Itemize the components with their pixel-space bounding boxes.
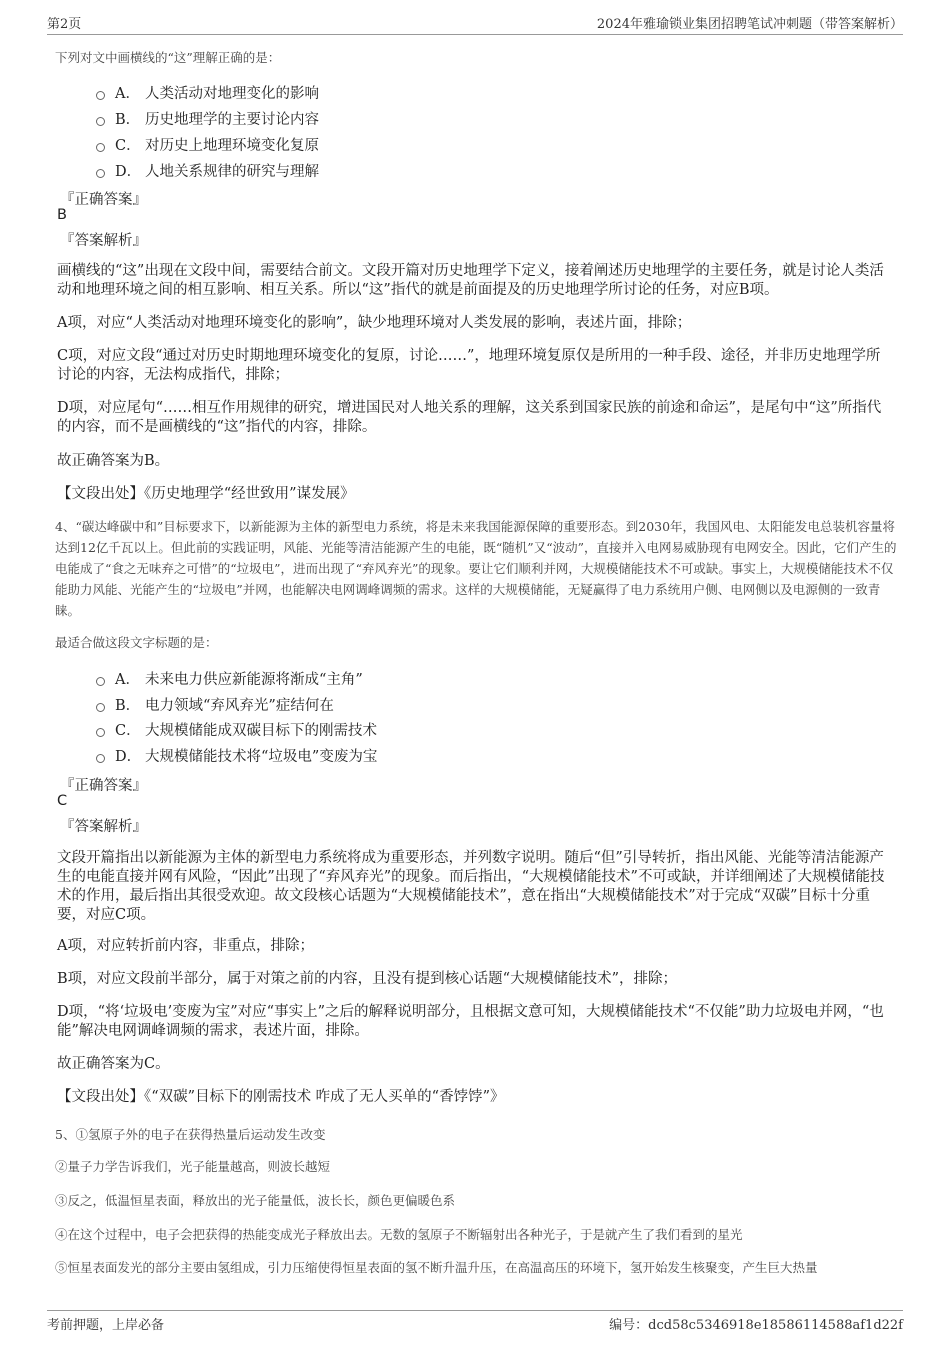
option-b[interactable] bbox=[96, 108, 319, 129]
option-letter: D． bbox=[115, 164, 142, 180]
option-c[interactable] bbox=[96, 134, 319, 155]
analysis-paragraph: D项，“将‘垃圾电’变废为宝”对应“事实上”之后的解释说明部分，且根据文意可知，大规模储能技术“不仅能”助力垃圾电并网，“也能”解决电网调峰调频的需求，表述片面，排除。 bbox=[57, 1004, 884, 1039]
option-letter: D． bbox=[115, 749, 142, 765]
analysis-label: 『答案解析』 bbox=[60, 819, 147, 835]
analysis-conclusion: 故正确答案为B。 bbox=[57, 453, 170, 469]
source-citation: 【文段出处】《“双碳”目标下的刚需技术 咋成了无人买单的“香饽饽”》 bbox=[57, 1089, 505, 1105]
option-text: 历史地理学的主要讨论内容 bbox=[145, 112, 319, 128]
option-c[interactable] bbox=[96, 719, 377, 740]
sentence-line: ②量子力学告诉我们，光子能量越高，则波长越短 bbox=[55, 1159, 331, 1174]
option-letter: A． bbox=[115, 86, 140, 102]
option-text: 大规模储能技术将“垃圾电”变废为宝 bbox=[145, 749, 378, 765]
option-d[interactable] bbox=[96, 160, 319, 181]
option-letter: A． bbox=[115, 672, 140, 688]
question-stem: 下列对文中画横线的“这”理解正确的是： bbox=[55, 50, 281, 65]
radio-icon[interactable] bbox=[96, 754, 105, 763]
option-a[interactable] bbox=[96, 668, 363, 689]
analysis-paragraph: C项，对应文段“通过对历史时期地理环境变化的复原，讨论……”，地理环境复原仅是所用的一种手段、途径，并非历史地理学所讨论的内容，无法构成指代，排除； bbox=[57, 348, 881, 383]
option-letter: B． bbox=[115, 112, 141, 128]
option-text: 大规模储能成双碳目标下的刚需技术 bbox=[145, 723, 377, 739]
document-id: 编号：dcd58c5346918e18586114588af1d22f bbox=[609, 1318, 903, 1333]
answer-label: 『正确答案』 bbox=[60, 192, 147, 208]
answer-value: C bbox=[57, 793, 68, 809]
option-text: 人地关系规律的研究与理解 bbox=[145, 164, 319, 180]
analysis-paragraph: D项，对应尾句“……相互作用规律的研究，增进国民对人地关系的理解，这关系到国家民族的前途和命运”，是尾句中“这”所指代的内容，而不是画横线的“这”指代的内容，排除。 bbox=[57, 400, 882, 435]
radio-icon[interactable] bbox=[96, 169, 105, 178]
radio-icon[interactable] bbox=[96, 143, 105, 152]
radio-icon[interactable] bbox=[96, 728, 105, 737]
option-d[interactable] bbox=[96, 745, 377, 766]
option-letter: B． bbox=[115, 698, 141, 714]
option-text: 未来电力供应新能源将渐成“主角” bbox=[145, 672, 363, 688]
option-text: 人类活动对地理变化的影响 bbox=[145, 86, 319, 102]
analysis-paragraph: A项，对应“人类活动对地理环境变化的影响”，缺少地理环境对人类发展的影响，表述片面，排除； bbox=[57, 315, 692, 331]
radio-icon[interactable] bbox=[96, 703, 105, 712]
option-letter: C． bbox=[115, 723, 141, 739]
question-passage: 4、“碳达峰碳中和”目标要求下，以新能源为主体的新型电力系统，将是未来我国能源保障的重要形态。到2030年，我国风电、太阳能发电总装机容量将达到12亿千瓦以上。但此前的实践证明，风能、光能等清洁能源产生的电能，既“随机”又“波动”，直接并入电网易威胁现有电网安全。因此，它们产生的电能成了“食之无味弃之可惜”的“垃圾电”，进而出现了“弃风弃光”的现象。要让它们顺利并网，大规模储能技术不可或缺。事实上，大规模储能技术不仅能助力风能、光能产生的“垃圾电”并网，也能解决电网调峰调频的需求。这样的大规模储能，无疑赢得了电力系统用户侧、电网侧以及电源侧的一致青睐。 bbox=[55, 519, 897, 618]
sentence-line: ③反之，低温恒星表面，释放出的光子能量低，波长长，颜色更偏暖色系 bbox=[55, 1193, 456, 1208]
source-citation: 【文段出处】《历史地理学“经世致用”谋发展》 bbox=[57, 486, 355, 502]
option-a[interactable] bbox=[96, 82, 319, 103]
analysis-paragraph: 文段开篇指出以新能源为主体的新型电力系统将成为重要形态，并列数字说明。随后“但”引导转折，指出风能、光能等清洁能源产生的电能直接并网有风险，“因此”出现了“弃风弃光”的现象。而后指出，“大规模储能技术”不可或缺，并详细阐述了大规模储能技术的作用，最后指出其很受欢迎。故文段核心话题为“大规模储能技术”，意在指出“大规模储能技术”对于完成“双碳”目标十分重要，对应C项。 bbox=[57, 850, 885, 923]
radio-icon[interactable] bbox=[96, 677, 105, 686]
analysis-conclusion: 故正确答案为C。 bbox=[57, 1056, 170, 1072]
footer-slogan: 考前押题，上岸必备 bbox=[47, 1318, 165, 1333]
radio-icon[interactable] bbox=[96, 91, 105, 100]
analysis-paragraph: B项，对应文段前半部分，属于对策之前的内容，且没有提到核心话题“大规模储能技术”，排除； bbox=[57, 971, 677, 987]
page-footer bbox=[47, 1310, 903, 1333]
sentence-line: ④在这个过程中，电子会把获得的热能变成光子释放出去。无数的氢原子不断辐射出各种光子，于是就产生了我们看到的星光 bbox=[55, 1227, 743, 1242]
question-stem: 最适合做这段文字标题的是： bbox=[55, 635, 218, 650]
analysis-paragraph: A项，对应转折前内容，非重点，排除； bbox=[57, 938, 314, 954]
document-title: 2024年雅瑜锁业集团招聘笔试冲刺题（带答案解析） bbox=[596, 17, 903, 32]
option-text: 对历史上地理环境变化复原 bbox=[145, 138, 319, 154]
radio-icon[interactable] bbox=[96, 117, 105, 126]
option-letter: C． bbox=[115, 138, 141, 154]
sentence-line: 5、①氢原子外的电子在获得热量后运动发生改变 bbox=[55, 1127, 326, 1142]
option-b[interactable] bbox=[96, 694, 334, 715]
page-number: 第2页 bbox=[47, 17, 82, 32]
option-text: 电力领域“弃风弃光”症结何在 bbox=[145, 698, 334, 714]
analysis-label: 『答案解析』 bbox=[60, 233, 147, 249]
answer-value: B bbox=[57, 207, 67, 223]
analysis-paragraph: 画横线的“这”出现在文段中间，需要结合前文。文段开篇对历史地理学下定义，接着阐述历史地理学的主要任务，就是讨论人类活动和地理环境之间的相互影响、相互关系。所以“这”指代的就是前面提及的历史地理学所讨论的任务，对应B项。 bbox=[57, 263, 884, 298]
page-header bbox=[47, 12, 903, 35]
sentence-line: ⑤恒星表面发光的部分主要由氢组成，引力压缩使得恒星表面的氢不断升温升压，在高温高压的环境下，氢开始发生核聚变，产生巨大热量 bbox=[55, 1260, 818, 1275]
answer-label: 『正确答案』 bbox=[60, 778, 147, 794]
